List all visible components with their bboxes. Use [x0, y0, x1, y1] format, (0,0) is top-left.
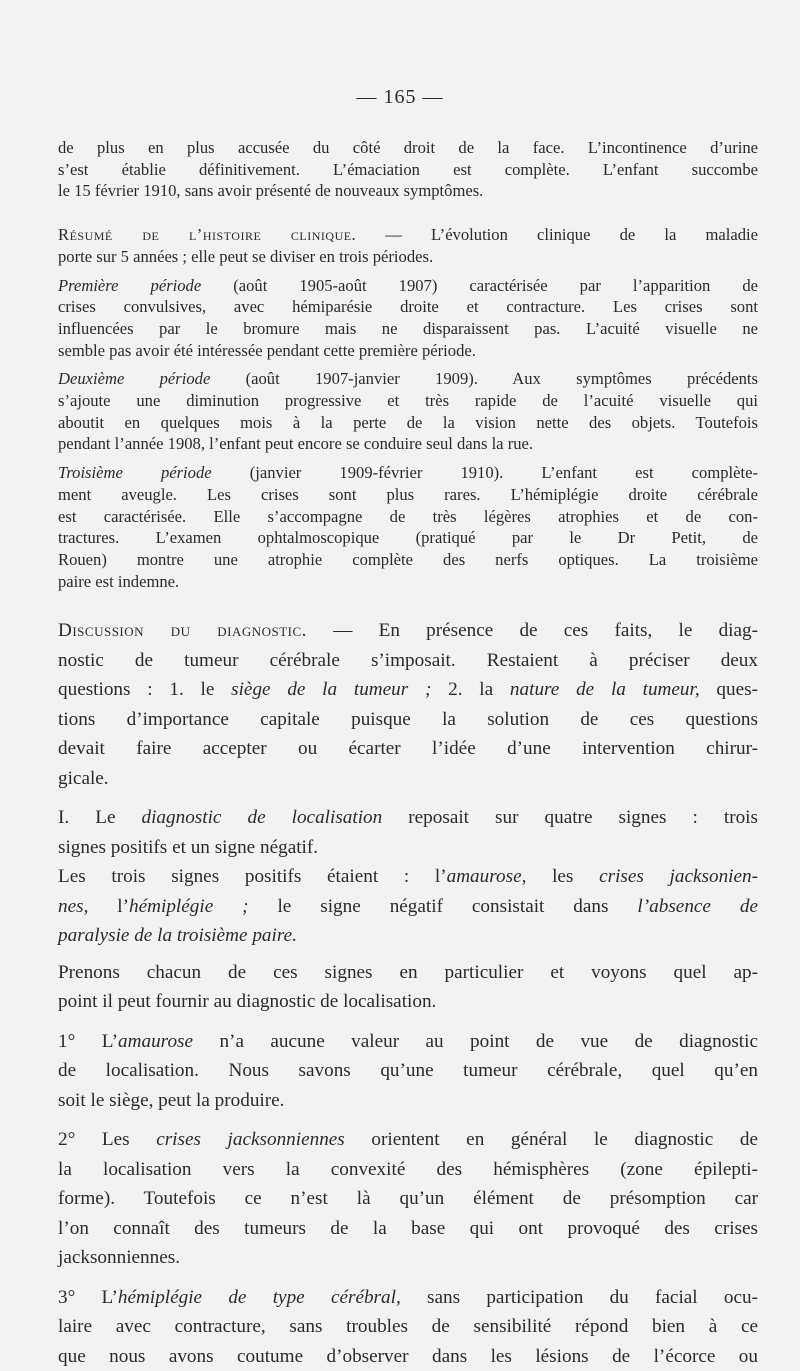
text-line	[58, 675, 758, 705]
text-line: signes positifs et un signe négatif.	[58, 833, 758, 863]
period-label: Troisième période	[58, 463, 212, 482]
text-line	[58, 368, 758, 390]
text-run: 1° L’	[58, 1031, 118, 1052]
text-line: tractures. L’examen ophtalmoscopique (pratiqué par le Dr Petit, de	[58, 527, 758, 549]
text-line: la localisation vers la convexité des hémisphères (zone épilepti-	[58, 1155, 758, 1185]
text-run: — L’évolution clinique de la maladie	[356, 225, 758, 244]
periode3-paragraph	[58, 462, 758, 592]
text-line	[58, 862, 758, 892]
text-run: Les trois signes positifs étaient : l’	[58, 866, 447, 887]
text-line: de plus en plus accusée du côté droit de la face. L’incontinence d’urine	[58, 137, 758, 159]
text-run: (août 1905-août 1907) caractérisée par l’apparition de	[201, 276, 758, 295]
text-run: l’absence de	[637, 896, 758, 917]
text-line: gicale.	[58, 764, 758, 794]
discussion-section	[58, 616, 758, 1371]
text-line	[58, 224, 758, 246]
periode2-paragraph	[58, 368, 758, 455]
text-line: aboutit en quelques mois à la perte de la vision nette des objets. Toutefois	[58, 412, 758, 434]
text-line: tions d’importance capitale puisque la solution de ces questions	[58, 705, 758, 735]
text-line: nostic de tumeur cérébrale s’imposait. Restaient à préciser deux	[58, 646, 758, 676]
text-run: hémiplégie de type cérébral,	[118, 1287, 401, 1308]
text-run: amaurose,	[447, 866, 527, 887]
text-run: nature de la tumeur,	[510, 679, 700, 700]
intro-paragraph	[58, 137, 758, 202]
text-line: paralysie de la troisième paire.	[58, 921, 758, 951]
text-line	[58, 275, 758, 297]
text-line: de localisation. Nous savons qu’une tumeur cérébrale, quel qu’en	[58, 1056, 758, 1086]
text-run: crises jacksonien-	[599, 866, 758, 887]
text-run: les	[526, 866, 599, 887]
text-line: semble pas avoir été intéressée pendant cette première période.	[58, 340, 758, 362]
text-run: questions : 1. le	[58, 679, 231, 700]
text-run: n’a aucune valeur au point de vue de diagnostic	[193, 1031, 758, 1052]
section-heading: Discussion du diagnostic.	[58, 620, 307, 641]
text-line	[58, 803, 758, 833]
summary-section	[58, 137, 758, 592]
text-line: forme). Toutefois ce n’est là qu’un élément de présomption car	[58, 1184, 758, 1214]
text-line: soit le siège, peut la produire.	[58, 1086, 758, 1116]
point2-paragraph	[58, 1125, 758, 1273]
text-run: hémiplégie ;	[129, 896, 249, 917]
text-line: influencées par le bromure mais ne disparaissent pas. L’acuité visuelle ne	[58, 318, 758, 340]
resume-paragraph	[58, 224, 758, 267]
period-label: Première période	[58, 276, 201, 295]
text-line: ment aveugle. Les crises sont plus rares. L’hémiplégie droite cérébrale	[58, 484, 758, 506]
text-run: le signe négatif consistait dans	[249, 896, 638, 917]
text-line: laire avec contracture, sans troubles de sensibilité répond bien à ce	[58, 1312, 758, 1342]
text-line: s’est établie définitivement. L’émaciation est complète. L’enfant succombe	[58, 159, 758, 181]
text-run: nes,	[58, 896, 88, 917]
text-run: amaurose	[118, 1031, 193, 1052]
text-run: (janvier 1909-février 1910). L’enfant est complète-	[212, 463, 758, 482]
text-line: crises convulsives, avec hémiparésie droite et contracture. Les crises sont	[58, 296, 758, 318]
text-run: reposait sur quatre signes : trois	[382, 807, 758, 828]
point1-paragraph	[58, 1027, 758, 1116]
text-line	[58, 892, 758, 922]
text-line	[58, 1283, 758, 1313]
discussion-paragraph	[58, 616, 758, 793]
text-run: ques-	[700, 679, 758, 700]
text-line	[58, 1027, 758, 1057]
text-line: le 15 février 1910, sans avoir présenté de nouveaux symptômes.	[58, 180, 758, 202]
text-line: devait faire accepter ou écarter l’idée d’une intervention chirur-	[58, 734, 758, 764]
section1-paragraph	[58, 803, 758, 862]
text-line	[58, 462, 758, 484]
text-line: point il peut fournir au diagnostic de localisation.	[58, 987, 758, 1017]
text-line: est caractérisée. Elle s’accompagne de très légères atrophies et de con-	[58, 506, 758, 528]
point3-paragraph	[58, 1283, 758, 1371]
section-heading: Résumé de l’histoire clinique.	[58, 225, 356, 244]
text-run: l’	[88, 896, 129, 917]
text-line: l’on connaît des tumeurs de la base qui ont provoqué des crises	[58, 1214, 758, 1244]
text-line	[58, 1125, 758, 1155]
text-line: porte sur 5 années ; elle peut se diviser en trois périodes.	[58, 246, 758, 268]
text-run: crises jacksonniennes	[156, 1129, 345, 1150]
text-run: I. Le	[58, 807, 142, 828]
prenons-paragraph	[58, 958, 758, 1017]
text-line: paire est indemne.	[58, 571, 758, 593]
text-line: jacksonniennes.	[58, 1243, 758, 1273]
text-line: que nous avons coutume d’observer dans les lésions de l’écorce ou	[58, 1342, 758, 1371]
page-number: — 165 —	[0, 86, 800, 109]
text-run: orientent en général le diagnostic de	[345, 1129, 758, 1150]
signes-paragraph	[58, 862, 758, 951]
text-line: s’ajoute une diminution progressive et très rapide de l’acuité visuelle qui	[58, 390, 758, 412]
text-run: sans participation du facial ocu-	[401, 1287, 758, 1308]
text-run: 2. la	[431, 679, 510, 700]
text-line: pendant l’année 1908, l’enfant peut encore se conduire seul dans la rue.	[58, 433, 758, 455]
period-label: Deuxième période	[58, 369, 210, 388]
text-run: siège de la tumeur ;	[231, 679, 431, 700]
text-run: — En présence de ces faits, le diag-	[307, 620, 758, 641]
text-run: 3° L’	[58, 1287, 118, 1308]
text-line	[58, 616, 758, 646]
text-run: 2° Les	[58, 1129, 156, 1150]
text-run: diagnostic de localisation	[142, 807, 383, 828]
text-line: Prenons chacun de ces signes en particulier et voyons quel ap-	[58, 958, 758, 988]
text-line: Rouen) montre une atrophie complète des nerfs optiques. La troisième	[58, 549, 758, 571]
text-run: (août 1907-janvier 1909). Aux symptômes précédents	[210, 369, 758, 388]
periode1-paragraph	[58, 275, 758, 362]
